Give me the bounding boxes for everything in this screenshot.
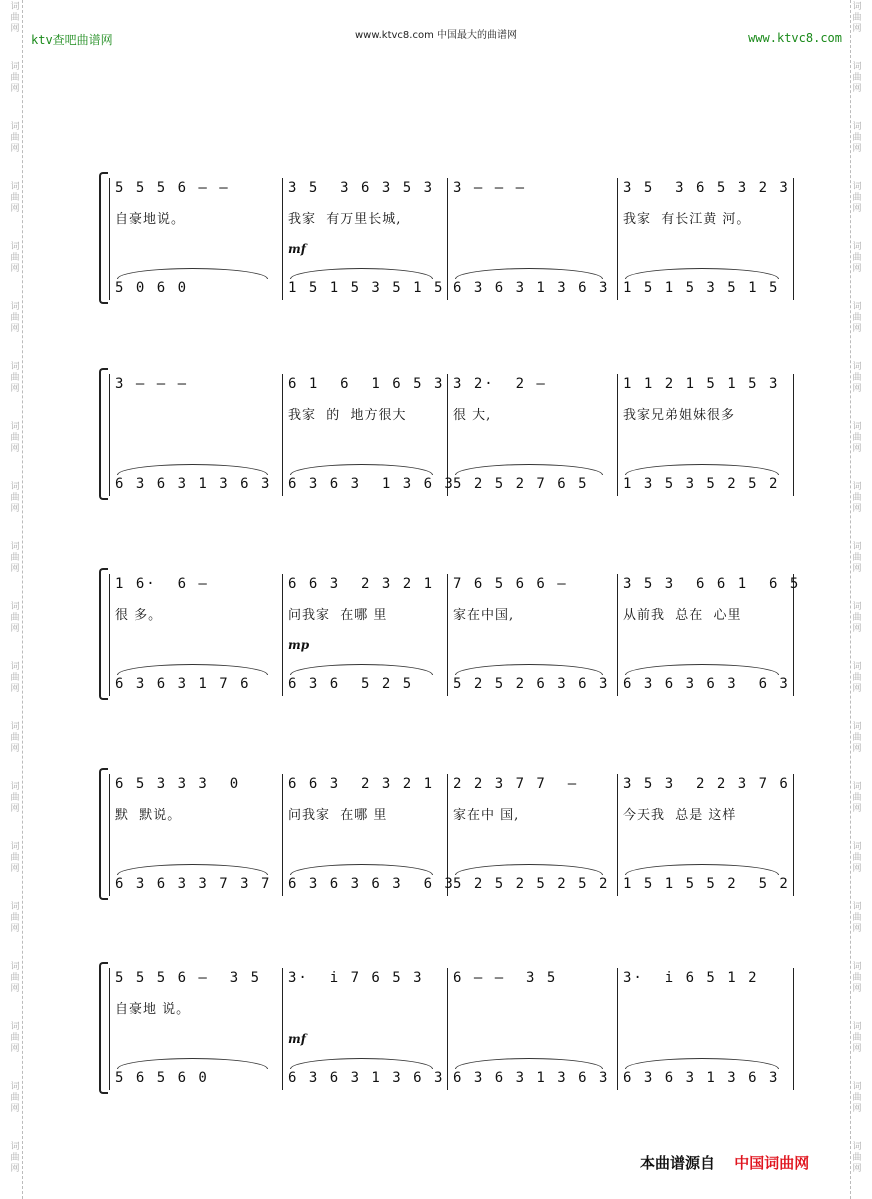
side-watermark: 词 曲 网 bbox=[852, 362, 862, 394]
accompaniment-notes: 5 2 5 2 5 2 5 2 bbox=[453, 876, 610, 892]
accompaniment-notes: 6 3 6 3 1 3 6 3 bbox=[288, 476, 455, 492]
accompaniment-notes: 5 2 5 2 6 3 6 3 bbox=[453, 676, 610, 692]
accompaniment-notes: 1 5 1 5 5 2 5 2 bbox=[623, 876, 790, 892]
side-watermark: 词 曲 网 bbox=[10, 902, 20, 934]
side-watermark: 词 曲 网 bbox=[10, 362, 20, 394]
accompaniment-notes: 6 3 6 3 1 3 6 3 bbox=[288, 1070, 445, 1086]
side-watermark: 词 曲 网 bbox=[852, 482, 862, 514]
barline bbox=[447, 574, 448, 696]
slur-arc bbox=[625, 464, 779, 475]
side-watermark: 词 曲 网 bbox=[10, 842, 20, 874]
slur-arc bbox=[290, 464, 433, 475]
lyric-line: 今天我 总是 这样 bbox=[623, 808, 737, 823]
side-watermark: 词 曲 网 bbox=[852, 1082, 862, 1114]
barline bbox=[793, 968, 794, 1090]
system-brace bbox=[99, 768, 108, 900]
side-watermark: 词 曲 网 bbox=[10, 482, 20, 514]
dynamic-marking: mf bbox=[288, 242, 306, 256]
accompaniment-notes: 6 3 6 5 2 5 bbox=[288, 676, 414, 692]
side-watermark: 词 曲 网 bbox=[852, 1142, 862, 1174]
dynamic-marking: mp bbox=[288, 638, 310, 652]
accompaniment-notes: 6 3 6 3 6 3 6 3 bbox=[288, 876, 455, 892]
accompaniment-notes: 6 3 6 3 1 7 6 bbox=[115, 676, 251, 692]
left-margin-strip bbox=[8, 0, 23, 1199]
slur-arc bbox=[455, 1058, 603, 1069]
side-watermark: 词 曲 网 bbox=[852, 122, 862, 154]
slur-arc bbox=[625, 1058, 779, 1069]
barline bbox=[282, 774, 283, 896]
side-watermark: 词 曲 网 bbox=[10, 782, 20, 814]
side-watermark: 词 曲 网 bbox=[852, 422, 862, 454]
score-system bbox=[99, 568, 801, 700]
accompaniment-notes: 5 0 6 0 bbox=[115, 280, 189, 296]
score-system bbox=[99, 768, 790, 900]
accompaniment-notes: 1 5 1 5 3 5 1 5 bbox=[623, 280, 780, 296]
barline bbox=[447, 178, 448, 300]
lyric-line: 我家 有长江黄 河。 bbox=[623, 212, 751, 227]
accompaniment-notes: 5 2 5 2 7 6 5 bbox=[453, 476, 589, 492]
melody-notes: 6 6 3 2 3 2 1 bbox=[288, 576, 435, 592]
lyric-line: 自豪地 说。 bbox=[115, 1002, 191, 1017]
slur-arc bbox=[625, 268, 779, 279]
score-system bbox=[99, 172, 790, 304]
barline bbox=[793, 178, 794, 300]
slur-arc bbox=[290, 268, 433, 279]
barline bbox=[109, 374, 110, 496]
side-watermark: 词 曲 网 bbox=[852, 242, 862, 274]
side-watermark: 词 曲 网 bbox=[10, 542, 20, 574]
system-brace bbox=[99, 568, 108, 700]
accompaniment-notes: 5 6 5 6 0 bbox=[115, 1070, 209, 1086]
slur-arc bbox=[455, 664, 603, 675]
side-watermark: 词 曲 网 bbox=[10, 2, 20, 34]
melody-notes: 3 5 3 6 6 1 6 5 bbox=[623, 576, 801, 592]
lyric-line: 我家兄弟姐妹很多 bbox=[623, 408, 736, 423]
barline bbox=[282, 178, 283, 300]
side-watermark: 词 曲 网 bbox=[852, 722, 862, 754]
slur-arc bbox=[290, 1058, 433, 1069]
side-watermark: 词 曲 网 bbox=[852, 662, 862, 694]
side-watermark: 词 曲 网 bbox=[10, 242, 20, 274]
barline bbox=[109, 574, 110, 696]
site-name-left[interactable]: ktv查吧曲谱网 bbox=[31, 33, 113, 47]
system-brace bbox=[99, 172, 108, 304]
side-watermark: 词 曲 网 bbox=[852, 842, 862, 874]
melody-notes: 3· i 6 5 1 2 bbox=[623, 970, 759, 986]
melody-notes: 3 2· 2 – bbox=[453, 376, 547, 392]
barline bbox=[109, 968, 110, 1090]
accompaniment-notes: 1 5 1 5 3 5 1 5 bbox=[288, 280, 445, 296]
barline bbox=[617, 774, 618, 896]
barline bbox=[447, 968, 448, 1090]
barline bbox=[617, 574, 618, 696]
slur-arc bbox=[117, 1058, 268, 1069]
accompaniment-notes: 6 3 6 3 6 3 6 3 bbox=[623, 676, 790, 692]
barline bbox=[793, 374, 794, 496]
accompaniment-notes: 6 3 6 3 1 3 6 3 bbox=[453, 280, 610, 296]
side-watermark: 词 曲 网 bbox=[10, 422, 20, 454]
slur-arc bbox=[455, 864, 603, 875]
barline bbox=[617, 968, 618, 1090]
side-watermark: 词 曲 网 bbox=[10, 722, 20, 754]
side-watermark: 词 曲 网 bbox=[10, 1022, 20, 1054]
melody-notes: 3 – – – bbox=[115, 376, 189, 392]
lyric-line: 很 大, bbox=[453, 408, 492, 423]
melody-notes: 2 2 3 7 7 – bbox=[453, 776, 579, 792]
accompaniment-notes: 1 3 5 3 5 2 5 2 bbox=[623, 476, 780, 492]
barline bbox=[109, 178, 110, 300]
slur-arc bbox=[290, 864, 433, 875]
side-watermark: 词 曲 网 bbox=[10, 1142, 20, 1174]
side-watermark: 词 曲 网 bbox=[852, 182, 862, 214]
melody-notes: 6 6 3 2 3 2 1 bbox=[288, 776, 435, 792]
lyric-line: 很 多。 bbox=[115, 608, 163, 623]
melody-notes: 7 6 5 6 6 – bbox=[453, 576, 568, 592]
slur-arc bbox=[455, 464, 603, 475]
barline bbox=[109, 774, 110, 896]
side-watermark: 词 曲 网 bbox=[10, 962, 20, 994]
side-watermark: 词 曲 网 bbox=[10, 1082, 20, 1114]
side-watermark: 词 曲 网 bbox=[10, 122, 20, 154]
lyric-line: 我家 的 地方很大 bbox=[288, 408, 407, 423]
barline bbox=[793, 574, 794, 696]
melody-notes: 6 – – 3 5 bbox=[453, 970, 558, 986]
footer-brand-link[interactable]: 中国词曲网 bbox=[734, 1154, 810, 1172]
side-watermark: 词 曲 网 bbox=[10, 302, 20, 334]
slur-arc bbox=[117, 864, 268, 875]
side-watermark: 词 曲 网 bbox=[10, 182, 20, 214]
right-margin-strip bbox=[850, 0, 865, 1199]
melody-notes: 3· i 7 6 5 3 bbox=[288, 970, 424, 986]
side-watermark: 词 曲 网 bbox=[852, 542, 862, 574]
melody-notes: 3 5 3 2 2 3 7 6 bbox=[623, 776, 790, 792]
side-watermark: 词 曲 网 bbox=[852, 2, 862, 34]
lyric-line: 问我家 在哪 里 bbox=[288, 608, 388, 623]
side-watermark: 词 曲 网 bbox=[10, 602, 20, 634]
melody-notes: 1 6· 6 – bbox=[115, 576, 209, 592]
melody-notes: 6 5 3 3 3 0 bbox=[115, 776, 241, 792]
slur-arc bbox=[117, 464, 268, 475]
melody-notes: 3 5 3 6 3 5 3 bbox=[288, 180, 435, 196]
barline bbox=[282, 968, 283, 1090]
slur-arc bbox=[455, 268, 603, 279]
side-watermark: 词 曲 网 bbox=[852, 1022, 862, 1054]
system-brace bbox=[99, 368, 108, 500]
score-system bbox=[99, 962, 783, 1094]
side-watermark: 词 曲 网 bbox=[852, 902, 862, 934]
side-watermark: 词 曲 网 bbox=[852, 782, 862, 814]
accompaniment-notes: 6 3 6 3 3 7 3 7 bbox=[115, 876, 272, 892]
melody-notes: 5 5 5 6 – 3 5 bbox=[115, 970, 262, 986]
lyric-line: 自豪地说。 bbox=[115, 212, 186, 227]
site-banner-center: www.ktvc8.com 中国最大的曲谱网 bbox=[354, 30, 517, 41]
slur-arc bbox=[290, 664, 433, 675]
accompaniment-notes: 6 3 6 3 1 3 6 3 bbox=[453, 1070, 610, 1086]
slur-arc bbox=[117, 664, 268, 675]
footer-label: 本曲谱源自 bbox=[640, 1154, 716, 1172]
side-watermark: 词 曲 网 bbox=[852, 602, 862, 634]
dynamic-marking: mf bbox=[288, 1032, 306, 1046]
accompaniment-notes: 6 3 6 3 1 3 6 3 bbox=[623, 1070, 780, 1086]
slur-arc bbox=[625, 664, 779, 675]
barline bbox=[282, 374, 283, 496]
melody-notes: 6 1 6 1 6 5 3 bbox=[288, 376, 445, 392]
barline bbox=[617, 178, 618, 300]
site-url-right[interactable]: www.ktvc8.com bbox=[748, 31, 842, 45]
lyric-line: 问我家 在哪 里 bbox=[288, 808, 388, 823]
lyric-line: 家在中国, bbox=[453, 608, 515, 623]
barline bbox=[282, 574, 283, 696]
lyric-line: 从前我 总在 心里 bbox=[623, 608, 742, 623]
barline bbox=[617, 374, 618, 496]
barline bbox=[793, 774, 794, 896]
melody-notes: 3 – – – bbox=[453, 180, 527, 196]
side-watermark: 词 曲 网 bbox=[10, 662, 20, 694]
side-watermark: 词 曲 网 bbox=[10, 62, 20, 94]
slur-arc bbox=[117, 268, 268, 279]
melody-notes: 5 5 5 6 – – bbox=[115, 180, 230, 196]
accompaniment-notes: 6 3 6 3 1 3 6 3 bbox=[115, 476, 272, 492]
slur-arc bbox=[625, 864, 779, 875]
side-watermark: 词 曲 网 bbox=[852, 962, 862, 994]
system-brace bbox=[99, 962, 108, 1094]
melody-notes: 3 5 3 6 5 3 2 3 bbox=[623, 180, 790, 196]
melody-notes: 1 1 2 1 5 1 5 3 bbox=[623, 376, 780, 392]
lyric-line: 默 默说。 bbox=[115, 808, 182, 823]
lyric-line: 我家 有万里长城, bbox=[288, 212, 402, 227]
score-system bbox=[99, 368, 783, 500]
side-watermark: 词 曲 网 bbox=[852, 62, 862, 94]
lyric-line: 家在中 国, bbox=[453, 808, 520, 823]
side-watermark: 词 曲 网 bbox=[852, 302, 862, 334]
footer-source-label bbox=[640, 1152, 809, 1173]
